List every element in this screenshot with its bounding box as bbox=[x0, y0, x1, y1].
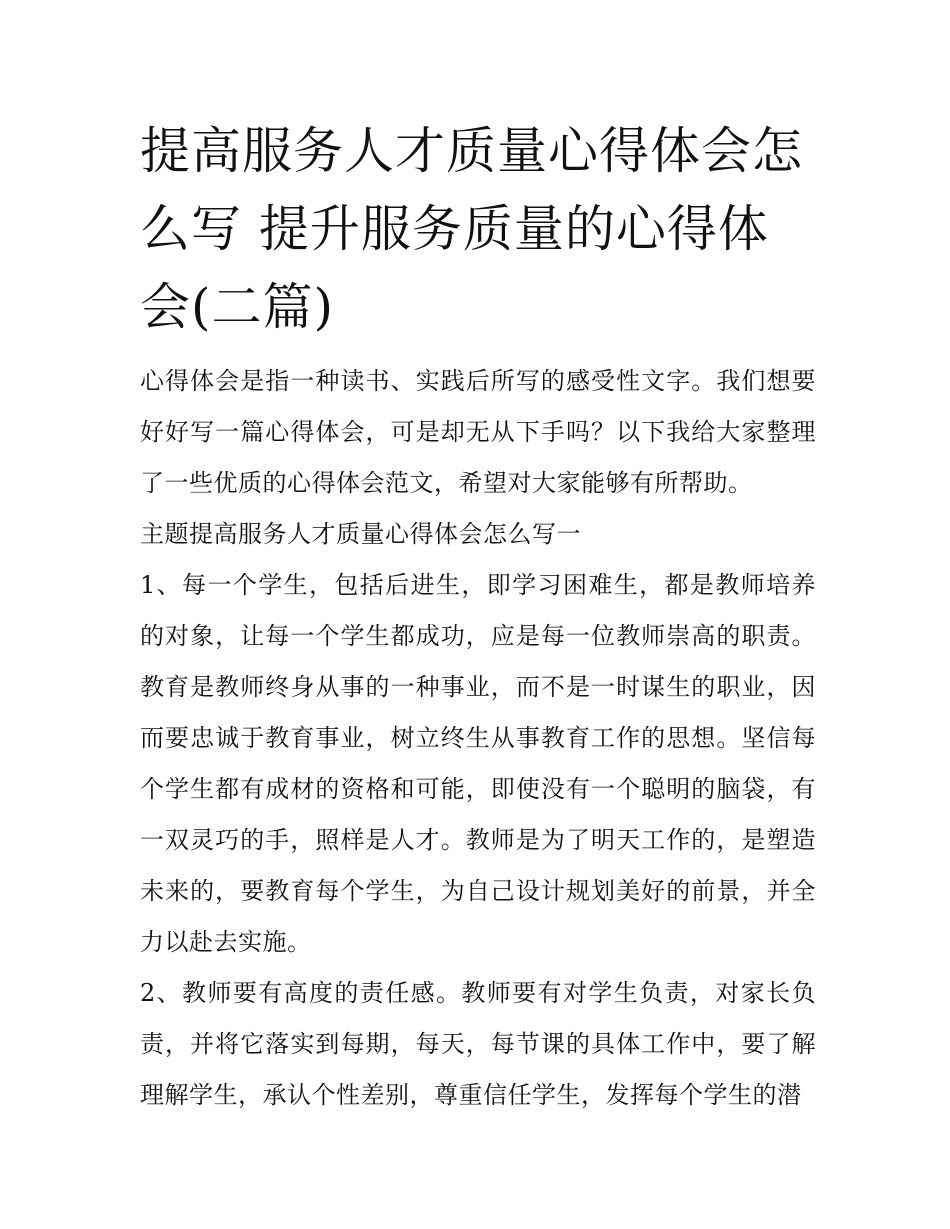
body-paragraph-1: 1、每一个学生，包括后进生，即学习困难生，都是教师培养的对象，让每一个学生都成功，应是每一位教师崇高的职责。教育是教师终身从事的一种事业，而不是一时谋生的职业，因而要忠诚于教育事业，树立终生从事教育工作的思想。坚信每个学生都有成材的资格和可能，即使没有一个聪明的脑袋，有一双灵巧的手，照样是人才。教师是为了明天工作的，是塑造未来的，要教育每个学生，为自己设计规划美好的前景，并全力以赴去实施。 bbox=[140, 571, 816, 956]
document-title: 提高服务人才质量心得体会怎么写 提升服务质量的心得体会(二篇) bbox=[140, 122, 803, 336]
body-paragraph-2: 2、教师要有高度的责任感。教师要有对学生负责，对家长负责，并将它落实到每期，每天，每节课的具体工作中，要了解理解学生，承认个性差别，尊重信任学生，发挥每个学生的潜 bbox=[140, 979, 816, 1109]
document-body bbox=[140, 356, 816, 1121]
intro-paragraph: 心得体会是指一种读书、实践后所写的感受性文字。我们想要好好写一篇心得体会，可是却无从下手吗？以下我给大家整理了一些优质的心得体会范文，希望对大家能够有所帮助。 bbox=[140, 367, 816, 497]
document-page bbox=[140, 112, 816, 1121]
section-heading: 主题提高服务人才质量心得体会怎么写一 bbox=[140, 520, 581, 548]
